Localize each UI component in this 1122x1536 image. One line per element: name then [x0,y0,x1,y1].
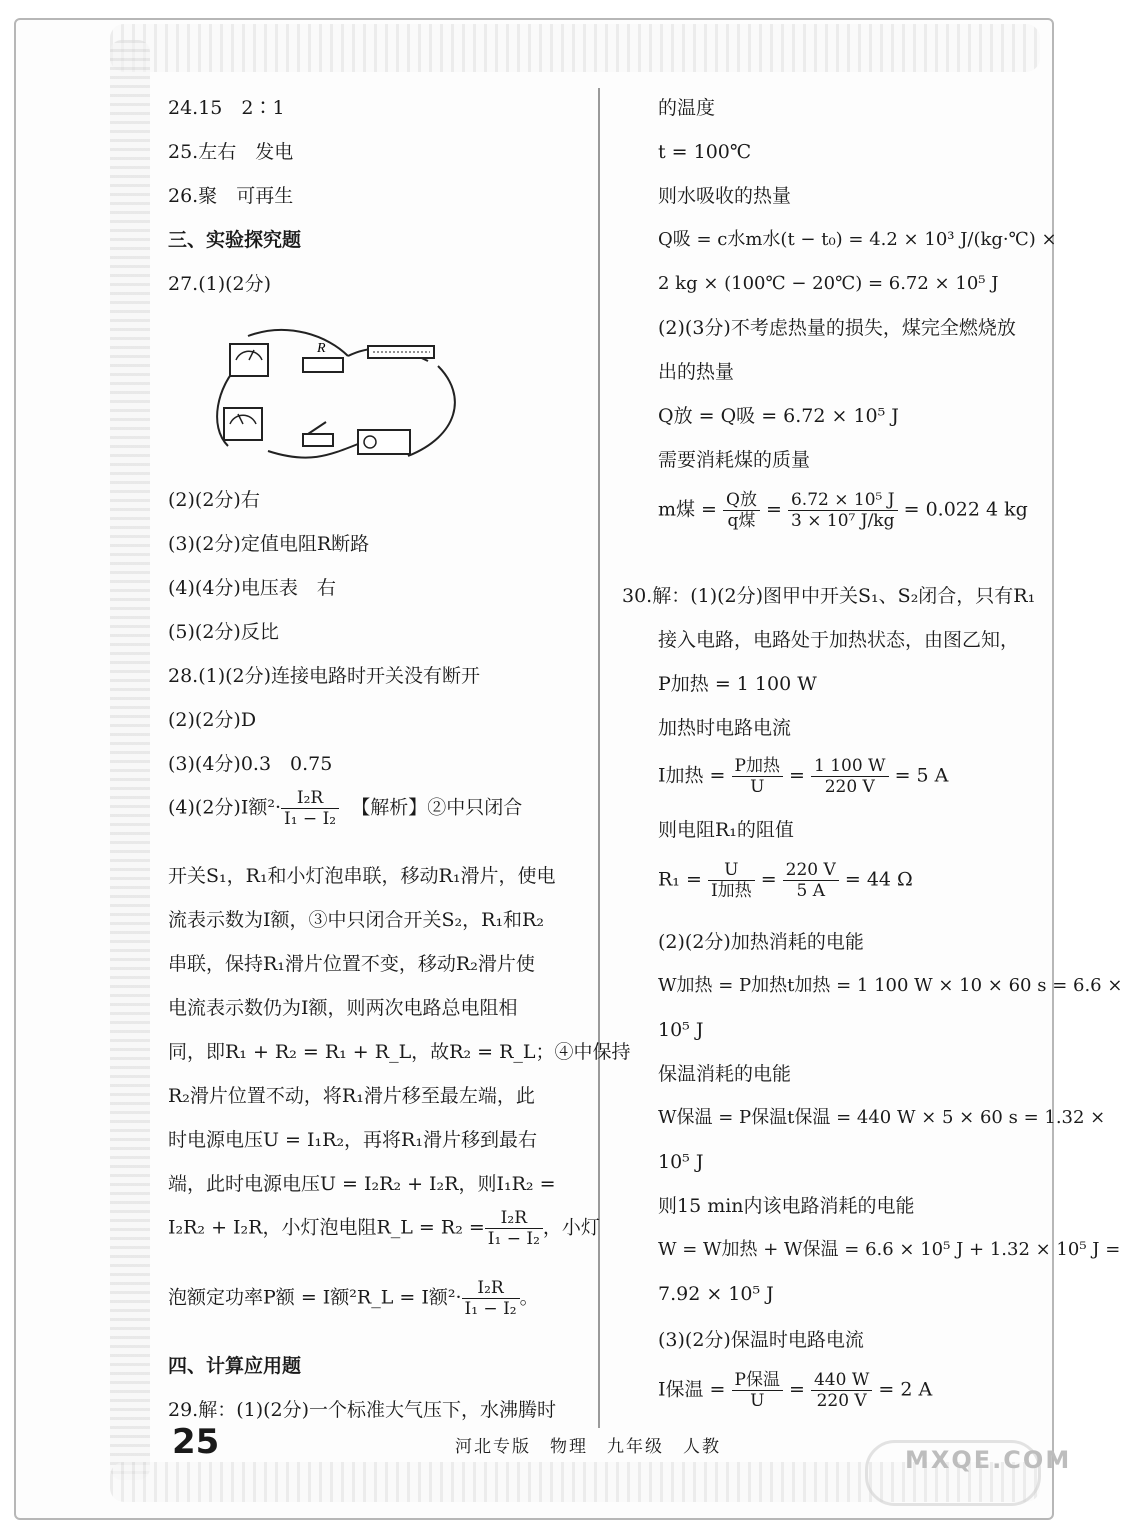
answer-25: 25.左右 发电 [168,141,294,163]
numerator: I₂R [281,788,339,809]
formula-text: I保温 = [658,1378,726,1401]
numerator: 1 100 W [811,756,889,777]
wire [408,366,455,456]
analysis-line [168,1278,539,1319]
answer-27-5: (5)(2分)反比 [168,621,279,643]
analysis-line: 时电源电压U = I₁R₂，再将R₁滑片移到最右 [168,1129,537,1151]
formula-text: = [766,498,782,521]
resistor-icon [303,358,343,372]
analysis-line: 端，此时电源电压U = I₂R₂ + I₂R，则I₁R₂ = [168,1173,556,1195]
answer-28-4 [168,788,522,829]
decorative-border-left [110,40,150,1480]
numerator: U [708,860,755,881]
switch-icon [303,434,333,446]
numerator: 440 W [811,1370,872,1391]
solution-line: Q放 = Q吸 = 6.72 × 10⁵ J [658,405,899,427]
formula-text: = 2 A [878,1378,933,1401]
denominator: I₁ − I₂ [464,1299,517,1319]
answer-24: 24.15 2∶1 [168,97,285,119]
analysis-text: 泡额定功率P额 = I额²R_L = I额²· [168,1286,462,1309]
solution-line: 的温度 [658,97,716,119]
formula-text: R₁ = [658,868,702,891]
analysis-label: 【解析】②中只闭合 [351,796,523,819]
analysis-line [168,1208,600,1249]
answer-27-2: (2)(2分)右 [168,489,260,511]
analysis-line: 开关S₁，R₁和小灯泡串联，移动R₁滑片，使电 [168,865,556,887]
analysis-line: 串联，保持R₁滑片位置不变，移动R₂滑片使 [168,953,535,975]
numerator: I₂R [462,1278,520,1299]
analysis-line: R₂滑片位置不动，将R₁滑片移至最左端，此 [168,1085,535,1107]
denominator: 3 × 10⁷ J/kg [791,511,895,531]
analysis-line: 流表示数为I额，③中只闭合开关S₂，R₁和R₂ [168,909,544,931]
fraction [485,1208,543,1249]
formula-text: m煤 = [658,498,717,521]
solution-line: 出的热量 [658,361,735,383]
circuit-diagram [208,326,468,466]
resistor-label: R [317,341,326,356]
answer-26: 26.聚 可再生 [168,185,294,207]
answer-27-4: (4)(4分)电压表 右 [168,577,336,599]
solution-line: P加热 = 1 100 W [658,673,817,695]
formula-text: = [760,868,777,891]
answer-30-start: 30.解：(1)(2分)图甲中开关S₁、S₂闭合，只有R₁ [622,585,1036,607]
formula-text: = 0.022 4 kg [903,498,1028,521]
solution-line: 接入电路，电路处于加热状态，由图乙知， [658,629,1020,651]
solution-line: (2)(3分)不考虑热量的损失，煤完全燃烧放 [658,317,1016,339]
numerator: 6.72 × 10⁵ J [788,490,898,511]
denominator: U [750,1391,765,1411]
footer-edition-text: 河北专版 物理 九年级 人教 [455,1437,721,1457]
numerator: P加热 [732,756,783,777]
denominator: 5 A [796,881,825,901]
fraction [811,1370,872,1411]
fraction [708,860,755,901]
decorative-border-top [110,24,1040,72]
solution-line: 则电阻R₁的阻值 [658,819,794,841]
solution-line: (2)(2分)加热消耗的电能 [658,931,864,953]
answer-28-2: (2)(2分)D [168,709,257,731]
solution-line: W保温 = P保温t保温 = 440 W × 5 × 60 s = 1.32 × [658,1107,1106,1128]
answer-27-1: 27.(1)(2分) [168,273,272,295]
denominator: I₁ − I₂ [284,809,337,829]
denominator: I加热 [710,881,752,901]
numerator: P保温 [732,1370,783,1391]
analysis-text: 。 [519,1286,539,1309]
solution-line: 则水吸收的热量 [658,185,792,207]
fraction [281,788,339,829]
solution-line: 10⁵ J [658,1151,704,1173]
section-heading-calculation: 四、计算应用题 [168,1355,302,1377]
fraction [732,756,783,797]
solution-line: W加热 = P加热t加热 = 1 100 W × 10 × 60 s = 6.6 × [658,975,1122,996]
page-number: 25 [172,1422,220,1462]
solution-line: 10⁵ J [658,1019,704,1041]
numerator: I₂R [485,1208,543,1229]
fraction [723,490,760,531]
solution-line: 需要消耗煤的质量 [658,449,811,471]
answer-28-3: (3)(4分)0.3 0.75 [168,753,333,775]
solution-formula [658,756,948,797]
solution-formula [658,1370,932,1411]
switch-lever [308,422,326,434]
fraction [788,490,898,531]
fraction [783,860,839,901]
analysis-text: ，小灯 [542,1216,600,1239]
analysis-text: I₂R₂ + I₂R，小灯泡电阻R_L = R₂ = [168,1216,485,1239]
solution-line: (3)(2分)保温时电路电流 [658,1329,864,1351]
solution-line: Q吸 = c水m水(t − t₀) = 4.2 × 10³ J/(kg·℃) × [658,229,1057,250]
formula-text: = [789,764,805,787]
solution-line: W = W加热 + W保温 = 6.6 × 10⁵ J + 1.32 × 10⁵ J = [658,1239,1121,1260]
solution-formula [658,860,913,901]
section-heading-experiment: 三、实验探究题 [168,229,302,251]
solution-line: 加热时电路电流 [658,717,792,739]
numerator: Q放 [723,490,760,511]
power-supply-icon [358,430,410,454]
solution-line: 则15 min内该电路消耗的电能 [658,1195,915,1217]
solution-formula [658,490,1028,531]
solution-line: t = 100℃ [658,141,752,163]
answer-29-start: 29.解：(1)(2分)一个标准大气压下，水沸腾时 [168,1399,557,1421]
denominator: 220 V [824,777,875,797]
analysis-line: 电流表示数仍为I额，则两次电路总电阻相 [168,997,518,1019]
formula-text: = 44 Ω [844,868,913,891]
fraction [811,756,889,797]
denominator: U [750,777,765,797]
formula-text: I加热 = [658,764,726,787]
denominator: I₁ − I₂ [487,1229,540,1249]
analysis-line: 同，即R₁ + R₂ = R₁ + R_L，故R₂ = R_L；④中保持 [168,1041,631,1063]
answer-28-4-prefix: (4)(2分)I额²· [168,796,281,819]
solution-line: 7.92 × 10⁵ J [658,1283,774,1305]
solution-line: 2 kg × (100℃ − 20℃) = 6.72 × 10⁵ J [658,273,999,294]
formula-text: = 5 A [894,764,949,787]
watermark-text: MXQE.COM [905,1446,1072,1474]
answer-27-3: (3)(2分)定值电阻R断路 [168,533,370,555]
numerator: 220 V [783,860,839,881]
formula-text: = [789,1378,805,1401]
answer-28-1: 28.(1)(2分)连接电路时开关没有断开 [168,665,481,687]
solution-line: 保温消耗的电能 [658,1063,792,1085]
denominator: q煤 [727,511,756,531]
denominator: 220 V [816,1391,867,1411]
fraction [462,1278,520,1319]
fraction [732,1370,783,1411]
